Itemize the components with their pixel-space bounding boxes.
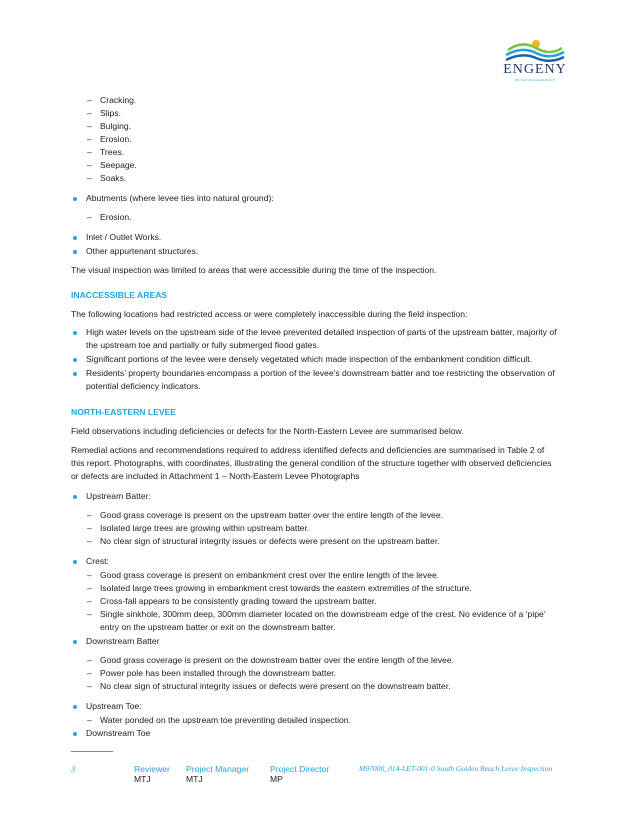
- dash-marker: –: [87, 523, 92, 533]
- dash-marker: –: [87, 173, 92, 183]
- dash-marker: –: [87, 536, 92, 546]
- bullet-marker: [73, 358, 77, 362]
- dash-marker: –: [87, 147, 92, 157]
- list-item: Isolated large trees growing in embankment crest towards the eastern extremities of the structure.: [100, 583, 472, 593]
- pm-label: Project Manager: [186, 764, 250, 774]
- bullet-marker: [73, 197, 77, 201]
- pd-label: Project Director: [270, 764, 330, 774]
- dash-marker: –: [87, 510, 92, 520]
- dash-marker: –: [87, 655, 92, 665]
- dash-marker: –: [87, 95, 92, 105]
- list-item: Slips.: [100, 108, 122, 118]
- inlet-item: Inlet / Outlet Works.: [86, 232, 162, 242]
- northeast-p1: Field observations including deficiencies or defects for the North-Eastern Levee are summarised below.: [71, 426, 464, 436]
- document-reference: M97000_014-LET-001-0 South Golden Beach Levee Inspection: [359, 764, 553, 773]
- northeast-p2-line: this report. Photographs, with coordinates, illustrating the general condition of the structure together with observed deficiencies: [71, 458, 552, 468]
- dash-marker: –: [87, 121, 92, 131]
- visual-note: The visual inspection was limited to areas that were accessible during the time of the inspection.: [71, 265, 437, 275]
- list-item: Good grass coverage is present on the downstream batter over the entire length of the levee.: [100, 655, 454, 665]
- bullet-marker: [73, 250, 77, 254]
- list-item: Soaks.: [100, 173, 127, 183]
- inaccessible-item-text: Residents’ property boundaries encompass a portion of the levee’s downstream batter and toe restricting the observation of: [86, 368, 555, 378]
- list-item: Cracking.: [100, 95, 137, 105]
- dash-marker: –: [87, 134, 92, 144]
- upstream-toe-label: Upstream Toe:: [86, 701, 142, 711]
- footer-rule: [71, 751, 113, 752]
- northeast-heading: NORTH-EASTERN LEVEE: [71, 407, 177, 417]
- inaccessible-item-text: High water levels on the upstream side of the levee prevented detailed inspection of parts of the upstream batter, majority of: [86, 327, 557, 337]
- reviewer-value: MTJ: [134, 774, 151, 784]
- bullet-marker: [73, 372, 77, 376]
- reviewer-label: Reviewer: [134, 764, 170, 774]
- dash-marker: –: [87, 609, 92, 619]
- bullet-marker: [73, 331, 77, 335]
- list-item: No clear sign of structural integrity issues or defects were present on the downstream batter.: [100, 681, 451, 691]
- logo-wave-icon: [500, 36, 570, 64]
- abutments-label: Abutments (where levee ties into natural ground):: [86, 193, 274, 203]
- inaccessible-item-text: Significant portions of the levee were densely vegetated which made inspection of the embankment condition difficult.: [86, 354, 533, 364]
- dash-marker: –: [87, 715, 92, 725]
- list-item: Erosion.: [100, 134, 132, 144]
- list-item: Water ponded on the upstream toe preventing detailed inspection.: [100, 715, 351, 725]
- list-item: Trees.: [100, 147, 125, 157]
- list-item: entry on the upstream batter or exit on the downstream batter.: [100, 622, 336, 632]
- downstream-toe-label: Downstream Toe: [86, 728, 151, 738]
- logo-wordmark: ENGENY: [503, 62, 567, 77]
- upstream-batter-label: Upstream Batter:: [86, 491, 151, 501]
- dash-marker: –: [87, 596, 92, 606]
- inaccessible-intro: The following locations had restricted access or were completely inaccessible during the field inspection:: [71, 309, 468, 319]
- downstream-batter-label: Downstream Batter: [86, 636, 160, 646]
- list-item: Erosion.: [100, 212, 132, 222]
- list-item: No clear sign of structural integrity issues or defects were present on the upstream batter.: [100, 536, 440, 546]
- dash-marker: –: [87, 108, 92, 118]
- list-item: Bulging.: [100, 121, 132, 131]
- list-item: Power pole has been installed through the downstream batter.: [100, 668, 337, 678]
- inaccessible-heading: INACCESSIBLE AREAS: [71, 290, 168, 300]
- list-item: Isolated large trees are growing within upstream batter.: [100, 523, 310, 533]
- list-item: Cross-fall appears to be consistently grading toward the upstream batter.: [100, 596, 377, 606]
- dash-marker: –: [87, 681, 92, 691]
- list-item: Seepage.: [100, 160, 137, 170]
- dash-marker: –: [87, 570, 92, 580]
- other-item: Other appurtenant structures.: [86, 246, 199, 256]
- inaccessible-item-text: potential deficiency indicators.: [86, 381, 201, 391]
- bullet-marker: [73, 236, 77, 240]
- engeny-logo: [500, 36, 570, 84]
- page-number: 3: [71, 764, 76, 774]
- list-item: Good grass coverage is present on embankment crest over the entire length of the levee.: [100, 570, 440, 580]
- northeast-p2-line: or defects are included in Attachment 1 – North-Eastern Levee Photographs: [71, 471, 360, 481]
- dash-marker: –: [87, 160, 92, 170]
- northeast-p2-line: Remedial actions and recommendations required to address identified defects and deficiencies are summarised in Table 2 of: [71, 445, 545, 455]
- bullet-marker: [73, 640, 77, 644]
- dash-marker: –: [87, 212, 92, 222]
- pm-value: MTJ: [186, 774, 203, 784]
- dash-marker: –: [87, 668, 92, 678]
- logo-tagline: WATER MANAGEMENT: [514, 78, 556, 82]
- crest-label: Crest:: [86, 556, 109, 566]
- pd-value: MP: [270, 774, 283, 784]
- bullet-marker: [73, 732, 77, 736]
- bullet-marker: [73, 705, 77, 709]
- list-item: Single sinkhole, 300mm deep, 300mm diameter located on the downstream edge of the crest. No evidence of a ‘pipe’: [100, 609, 546, 619]
- inaccessible-item-text: the upstream toe and partially or fully submerged flood gates.: [86, 340, 320, 350]
- bullet-marker: [73, 560, 77, 564]
- dash-marker: –: [87, 583, 92, 593]
- bullet-marker: [73, 495, 77, 499]
- list-item: Good grass coverage is present on the upstream batter over the entire length of the levee.: [100, 510, 443, 520]
